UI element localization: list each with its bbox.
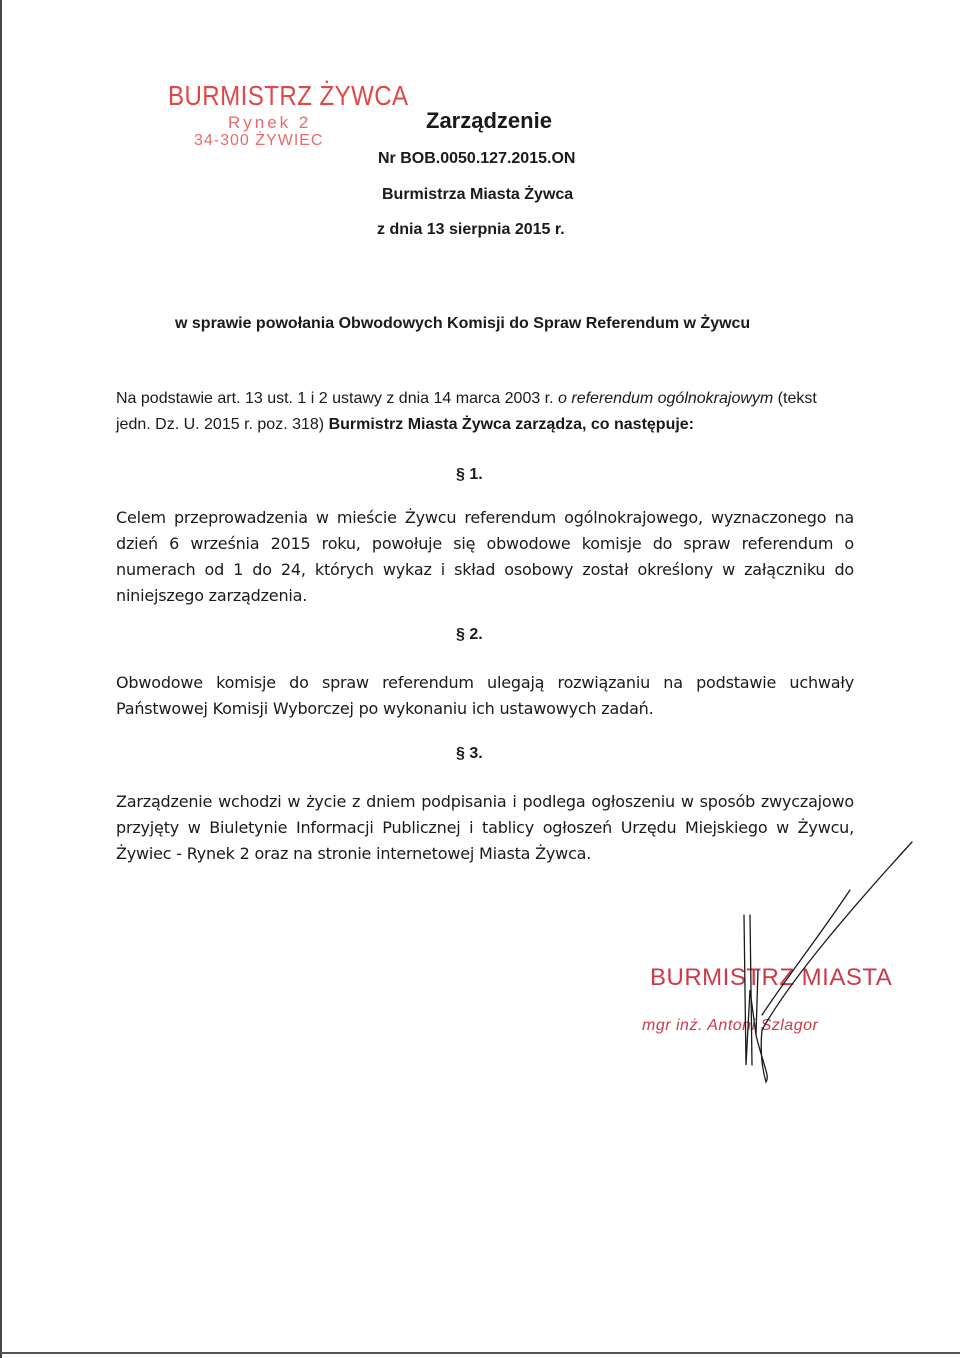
section-2-text: Obwodowe komisje do spraw referendum ulegają rozwiązaniu na podstawie uchwały Państwowej Komisji Wyborczej po wykonaniu ich ustawowych zadań. — [116, 673, 854, 718]
header-stamp — [168, 82, 448, 149]
basis-decree: Burmistrz Miasta Żywca zarządza, co następuje: — [328, 416, 695, 433]
stamp-street: Rynek 2 — [228, 113, 312, 132]
stamp-city: 34-300 ŻYWIEC — [194, 132, 324, 149]
signature-stamp-name: mgr inż. Antoni Szlagor — [642, 1017, 819, 1034]
basis-text-1: Na podstawie art. 13 ust. 1 i 2 ustawy z dnia 14 marca 2003 r. — [116, 390, 559, 407]
section-1-mark: § 1. — [456, 466, 483, 483]
stamp-title: BURMISTRZ ŻYWCA — [168, 80, 409, 111]
basis-act-name: o referendum ogólnokrajowym — [558, 390, 774, 407]
document-title: Zarządzenie — [426, 108, 552, 133]
section-1-text: Celem przeprowadzenia w mieście Żywcu referendum ogólnokrajowego, wyznaczonego na dzień 6 września 2015 roku, powołuje się obwodowe komisje do spraw referendum o numerach od 1 do 24, których wykaz i skład osobowy został określony w załączniku do niniejszego zarządzenia. — [116, 508, 854, 605]
document-date: z dnia 13 sierpnia 2015 r. — [377, 221, 565, 238]
signature-stamp-title: BURMISTRZ MIASTA — [650, 964, 893, 991]
document-subject: w sprawie powołania Obwodowych Komisji do Spraw Referendum w Żywcu — [175, 315, 751, 332]
document-number: Nr BOB.0050.127.2015.ON — [378, 150, 576, 167]
legal-basis — [116, 386, 854, 438]
scan-edge-bottom — [0, 1352, 960, 1354]
section-2-mark: § 2. — [456, 626, 483, 643]
section-3-mark: § 3. — [456, 745, 483, 762]
basis-text-2: (tekst jedn. Dz. U. 2015 r. poz. 318) — [116, 390, 817, 433]
document-issuer: Burmistrza Miasta Żywca — [382, 186, 574, 203]
handwritten-signature — [690, 830, 920, 1100]
scan-edge-left — [0, 0, 2, 1358]
section-3-text: Zarządzenie wchodzi w życie z dniem podpisania i podlega ogłoszeniu w sposób zwyczajowo przyjęty w Biuletynie Informacji Publicznej i tablicy ogłoszeń Urzędu Miejskiego w Żywcu, Żywiec - Rynek 2 oraz na stronie internetowej Miasta Żywca. — [116, 792, 854, 863]
